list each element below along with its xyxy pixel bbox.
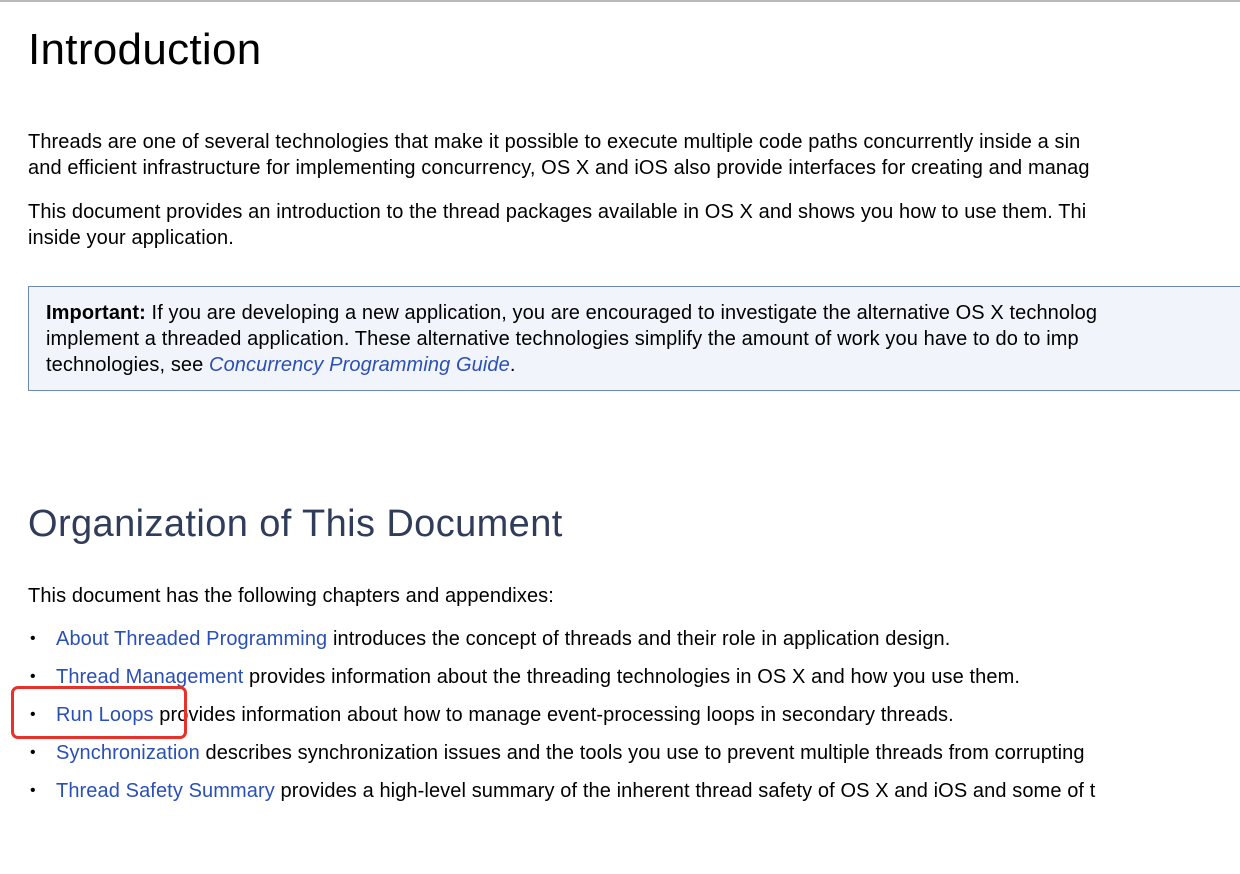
chapter-list xyxy=(28,625,1095,815)
bullet-icon: • xyxy=(30,668,36,685)
synchronization-link[interactable]: Synchronization xyxy=(56,742,200,764)
list-item xyxy=(28,739,1095,777)
thread-management-link[interactable]: Thread Management xyxy=(56,666,244,688)
list-item-description: describes synchronization issues and the tools you use to prevent multiple threads from corrupting xyxy=(199,742,1085,764)
list-item-description: provides a high-level summary of the inherent thread safety of OS X and iOS and some of t xyxy=(274,780,1096,802)
section-heading-organization: Organization of This Document xyxy=(28,503,563,545)
list-item-description: provides information about the threading technologies in OS X and how you use them. xyxy=(243,666,1021,688)
note-line2: implement a threaded application. These alternative technologies simplify the amount of work you have to do to imp xyxy=(46,328,1079,350)
bullet-icon: • xyxy=(30,782,36,799)
list-item-description: provides information about how to manage event-processing loops in secondary threads. xyxy=(153,704,954,726)
list-item xyxy=(28,663,1095,701)
important-note-box xyxy=(28,286,1240,391)
list-item xyxy=(28,701,1095,739)
intro-p2-line2: inside your application. xyxy=(28,227,234,249)
organization-lead: This document has the following chapters and appendixes: xyxy=(28,585,554,607)
page-title: Introduction xyxy=(28,25,262,74)
important-label: Important: xyxy=(46,302,146,324)
bullet-icon: • xyxy=(30,706,36,723)
intro-p1-line2: and efficient infrastructure for implementing concurrency, OS X and iOS also provide interfaces for creating and manag xyxy=(28,157,1090,179)
note-line1: If you are developing a new application, you are encouraged to investigate the alternative OS X technolog xyxy=(145,302,1098,324)
intro-paragraph-1 xyxy=(28,129,1090,181)
thread-safety-summary-link[interactable]: Thread Safety Summary xyxy=(56,780,275,802)
intro-p2-line1: This document provides an introduction to the thread packages available in OS X and shows you how to use them. Thi xyxy=(28,201,1087,223)
top-divider xyxy=(0,0,1240,2)
list-item xyxy=(28,625,1095,663)
concurrency-guide-link[interactable]: Concurrency Programming Guide xyxy=(209,354,510,376)
list-item xyxy=(28,777,1095,815)
note-line3-prefix: technologies, see xyxy=(46,354,210,376)
list-item-description: introduces the concept of threads and their role in application design. xyxy=(327,628,951,650)
note-line3-suffix: . xyxy=(509,354,516,376)
bullet-icon: • xyxy=(30,744,36,761)
important-note-text xyxy=(46,300,1097,378)
about-threaded-programming-link[interactable]: About Threaded Programming xyxy=(56,628,328,650)
run-loops-link[interactable]: Run Loops xyxy=(56,704,154,726)
intro-p1-line1: Threads are one of several technologies that make it possible to execute multiple code paths concurrently inside a sin xyxy=(28,131,1081,153)
bullet-icon: • xyxy=(30,630,36,647)
intro-paragraph-2 xyxy=(28,199,1086,251)
